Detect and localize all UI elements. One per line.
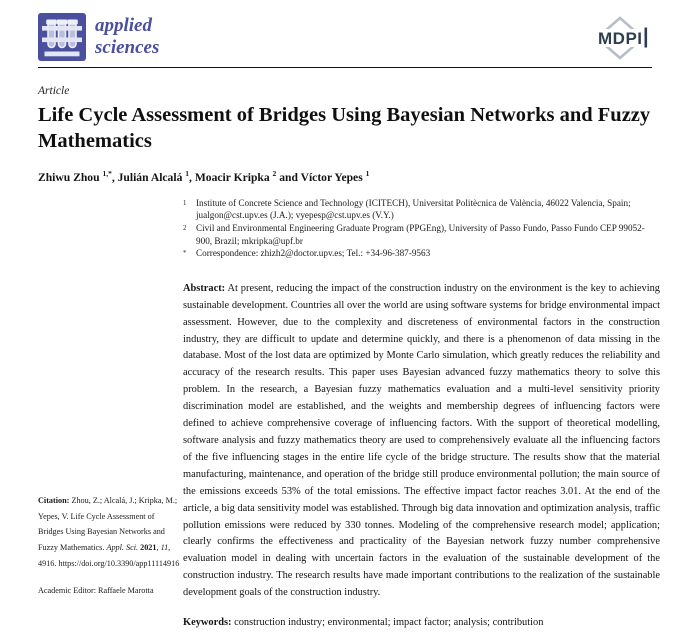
author-line bbox=[38, 169, 679, 184]
author-0: Zhiwu Zhou $^{1,*}$ bbox=[38, 169, 112, 184]
affiliation-2-text: Civil and Environmental Engineering Graduate Program (PPGEng), University of Passo Fundo, Passo Fundo CEP 99052-900, Brazil; mkripka@upf.br bbox=[196, 223, 645, 246]
article-type-label: Article bbox=[38, 85, 70, 97]
author-2-affil-sup: 2 bbox=[272, 169, 277, 178]
academic-editor-line bbox=[38, 583, 180, 599]
correspondence-marker: * bbox=[183, 250, 187, 258]
correspondence-line bbox=[183, 247, 660, 261]
affiliation-1 bbox=[183, 197, 660, 222]
test-tubes-icon bbox=[38, 13, 86, 66]
mdpi-label-text: MDPI bbox=[598, 29, 643, 48]
keywords-text: construction industry; environmental; impact factor; analysis; contribution bbox=[231, 617, 544, 629]
author-2: , Moacir Kripka $^2$ bbox=[189, 169, 277, 184]
left-sidebar bbox=[38, 197, 183, 632]
correspondence-text: Correspondence: zhizh2@doctor.upv.es; Tel.: +34-96-387-9563 bbox=[196, 248, 431, 259]
citation-volume: 11 bbox=[160, 543, 169, 553]
article-title: Life Cycle Assessment of Bridges Using Bayesian Networks and Fuzzy Mathematics bbox=[38, 104, 651, 152]
doi-link[interactable]: https://doi.org/10.3390/app11114916 bbox=[58, 559, 180, 569]
academic-editor-name: Raffaele Marotta bbox=[95, 585, 154, 595]
header-divider bbox=[38, 67, 652, 68]
keywords-label: Keywords: bbox=[183, 617, 232, 629]
keywords-line bbox=[183, 615, 660, 632]
author-1-affil-sup: 1 bbox=[185, 169, 190, 178]
abstract-label: Abstract: bbox=[183, 282, 226, 294]
academic-editor-label: Academic Editor: bbox=[38, 585, 96, 595]
affiliations-block bbox=[183, 197, 660, 261]
citation-year: 2021 bbox=[140, 543, 157, 553]
main-column bbox=[183, 197, 660, 632]
affiliation-2-marker: 2 bbox=[183, 225, 187, 233]
author-1: , Julián Alcalá $^1$ bbox=[111, 169, 190, 184]
journal-abbrev: Appl. Sci. bbox=[106, 543, 139, 553]
page-header bbox=[0, 0, 679, 66]
citation-label: Citation: bbox=[38, 495, 70, 505]
journal-name bbox=[95, 13, 159, 59]
citation-block: Citation: Zhou, Z.; Alcalá, J.; Kripka, M.; Yepes, V. Life Cycle Assessment of Bridges Using Bayesian Networks and Fuzzy Mathematics. Appl. Sci. 2021, 11, 4916. https://doi.org/10.3390/app11114916 bbox=[38, 495, 180, 569]
affiliation-1-text: Institute of Concrete Science and Technology (ICITECH), Universitat Politècnica de València, 46022 Valencia, Spain; jualgon@cst.upv.es (J.A.); vyepesp@cst.upv.es (V.Y.) bbox=[196, 197, 631, 221]
applied-sciences-logo bbox=[38, 13, 159, 66]
abstract-paragraph bbox=[183, 281, 660, 602]
author-3: and Víctor Yepes $^1$ bbox=[276, 169, 370, 184]
abstract-text: At present, reducing the impact of the construction industry on the environment is the key to achieving sustainable development. Countries all over the world are using software systems for bridge environmental impact assessment. However, due to the complexity and discreteness of environmental factors in the construction industry, they are difficult to update and determine quickly, and there is a phenomenon of data missing in the database. Most of the lost data are optimized by Monte Carlo simulation, which greatly reduces the reliability and accuracy of the research results. This paper uses Bayesian advanced fuzzy mathematics theory to solve this problem. In the research, a Bayesian fuzzy mathematics evaluation and a multi-level sensitivity priority discrimination model are established, and the weights and membership degrees of influencing factors were defined to achieve comprehensive coverage of influencing factors. With the support of theoretical modelling, software analysis and fuzzy mathematics theory are used to comprehensively evaluate all the influencing factors of the five influencing stages in the entire life cycle of the bridge structure. The results show that the material manufacturing, maintenance, and operation of the bridge still produce environmental pollution; the main source of the emissions exceeds 53% of the total emissions. The effective impact factor reaches 3.01. At the end of the article, a big data sensitivity model was established. Through big data innovation and optimization analysis, traffic pollution emissions were reduced by 330 tonnes. Modeling of the comprehensive research model; application; clearly confirms the effectiveness and practicality of the Bayesian network fuzzy number comprehensive evaluation model in dealing with uncertain factors in the evaluation of the sustainable development of the construction industry. The research results have made important contributions to the realization of the sustainable development goals of the construction industry. bbox=[183, 282, 660, 599]
journal-name-line1: applied bbox=[95, 15, 152, 36]
affiliation-2 bbox=[183, 222, 660, 247]
content-columns bbox=[38, 197, 660, 632]
journal-name-line2: sciences bbox=[95, 37, 160, 58]
mdpi-logo bbox=[591, 15, 655, 66]
author-0-affil-sup: 1,* bbox=[102, 169, 112, 178]
affiliation-1-marker: 1 bbox=[183, 199, 187, 207]
author-3-affil-sup: 1 bbox=[365, 169, 370, 178]
